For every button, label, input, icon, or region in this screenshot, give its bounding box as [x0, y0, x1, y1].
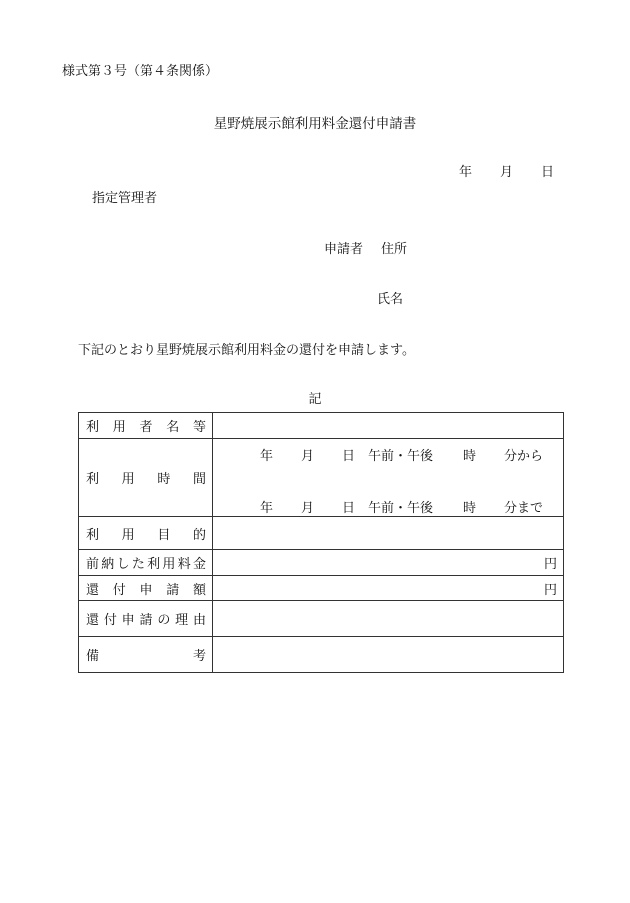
refund-reason-cell[interactable] [213, 601, 564, 637]
table-row [79, 601, 564, 637]
use-time-label: 利 用 時 間 [79, 439, 213, 517]
form-number: 様式第３号（第４条関係） [62, 64, 219, 79]
purpose-label: 利 用 目 的 [79, 517, 213, 550]
purpose-cell[interactable] [213, 517, 564, 550]
user-name-label: 利 用 者 名 等 [79, 413, 213, 439]
addressee: 指定管理者 [92, 191, 158, 206]
use-time-cell[interactable] [213, 439, 564, 517]
prepaid-fee-label: 前 納 し た 利 用 料 金 [79, 550, 213, 576]
date-year-label: 年 [459, 165, 473, 180]
user-name-cell[interactable] [213, 413, 564, 439]
prepaid-fee-cell[interactable] [213, 550, 564, 576]
yen-unit: 円 [543, 582, 557, 598]
refund-reason-label: 還 付 申 請 の 理 由 [79, 601, 213, 637]
body-text: 下記のとおり星野焼展示館利用料金の還付を申請します。 [78, 343, 415, 358]
yen-unit: 円 [543, 557, 557, 572]
date-day-label: 日 [541, 165, 555, 180]
name-label: 氏名 [377, 292, 404, 307]
time-to-line: 年 月 日 午前・午後 時 分まで [260, 500, 544, 516]
table-row [79, 637, 564, 673]
table-row [79, 413, 564, 439]
table-row [79, 439, 564, 517]
table-row [79, 517, 564, 550]
remarks-label: 備 考 [79, 637, 213, 673]
table-row [79, 576, 564, 601]
address-label: 住所 [381, 242, 408, 257]
refund-amount-cell[interactable] [213, 576, 564, 601]
time-from-line: 年 月 日 午前・午後 時 分から [260, 448, 544, 464]
refund-amount-label: 還 付 申 請 額 [79, 576, 213, 601]
table-row [79, 550, 564, 576]
remarks-cell[interactable] [213, 637, 564, 673]
date-month-label: 月 [500, 165, 514, 180]
applicant-label: 申請者 [324, 242, 364, 257]
ki-heading: 記 [308, 392, 322, 407]
application-table [78, 412, 564, 673]
document-title: 星野焼展示館利用料金還付申請書 [213, 116, 417, 132]
